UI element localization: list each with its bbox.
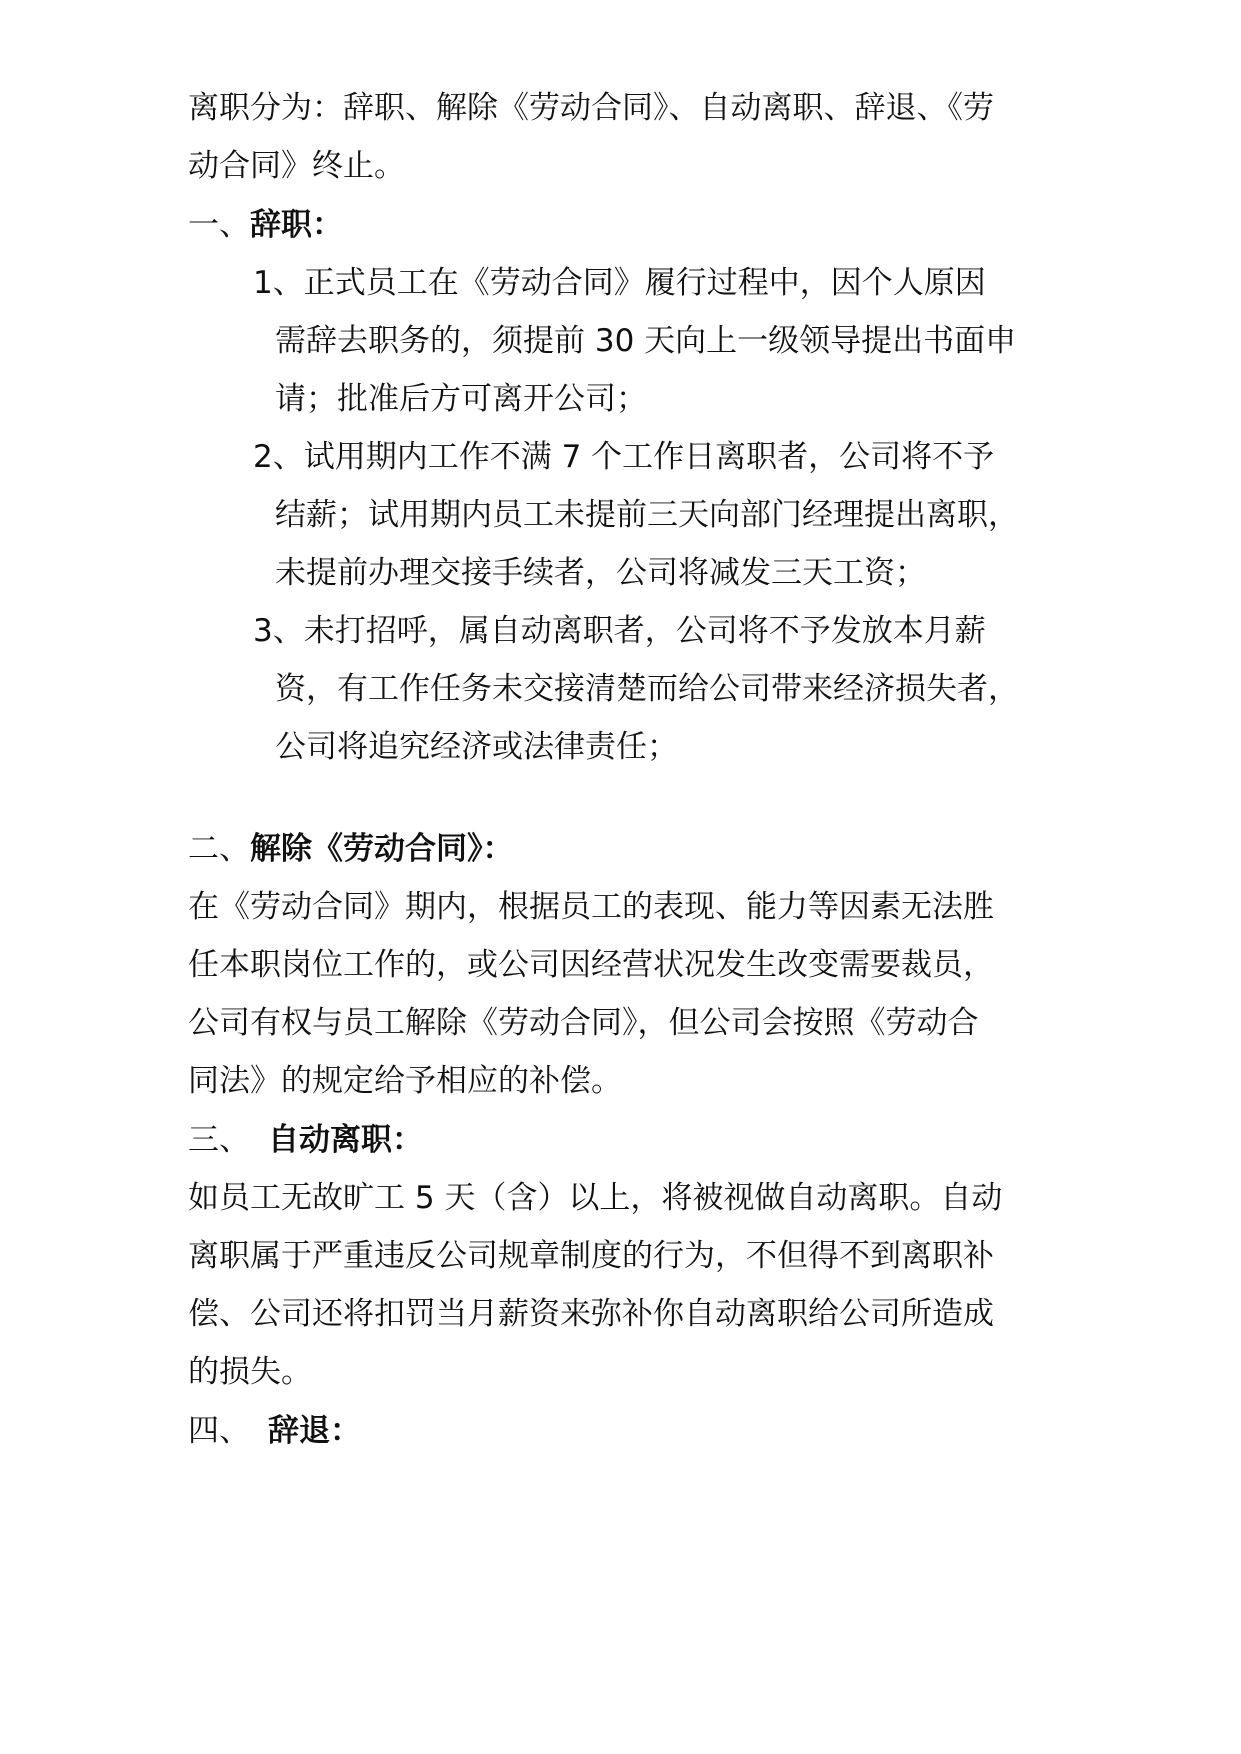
section-heading-terminate-contract xyxy=(188,829,514,869)
section3-line-3: 偿、公司还将扣罚当月薪资来弥补你自动离职给公司所造成 xyxy=(188,1296,994,1332)
item-2-line-3: 未提前办理交接手续者，公司将减发三天工资； xyxy=(275,555,926,591)
section3-line-4: 的损失。 xyxy=(188,1354,312,1390)
section-number: 三、 xyxy=(188,1122,250,1158)
section-number: 二、 xyxy=(188,831,250,867)
section-number: 一、 xyxy=(188,207,250,243)
intro-line-2: 动合同》终止。 xyxy=(188,148,405,184)
section2-line-3: 公司有权与员工解除《劳动合同》，但公司会按照《劳动合 xyxy=(188,1005,979,1041)
intro-line-1: 离职分为：辞职、解除《劳动合同》、自动离职、辞退、《劳 xyxy=(188,90,994,126)
section-title: 解除《劳动合同》： xyxy=(250,831,514,867)
item-1-line-3: 请；批准后方可离开公司； xyxy=(275,381,647,417)
section-heading-dismissal xyxy=(188,1411,361,1451)
section2-line-4: 同法》的规定给予相应的补偿。 xyxy=(188,1063,622,1099)
section2-line-2: 任本职岗位工作的，或公司因经营状况发生改变需要裁员， xyxy=(188,947,994,983)
section-heading-resignation xyxy=(188,205,343,245)
item-3-line-3: 公司将追究经济或法律责任； xyxy=(275,729,678,765)
section-number: 四、 xyxy=(188,1413,250,1449)
item-1-line-1: 1、正式员工在《劳动合同》履行过程中，因个人原因 xyxy=(253,265,986,301)
item-1-line-2: 需辞去职务的，须提前 30 天向上一级领导提出书面申 xyxy=(275,323,1017,359)
section-heading-voluntary-leave xyxy=(188,1120,423,1160)
section-title: 辞职： xyxy=(250,207,343,243)
section-title: 自动离职： xyxy=(268,1122,423,1158)
item-2-line-2: 结薪；试用期内员工未提前三天向部门经理提出离职， xyxy=(275,497,1019,533)
item-3-line-2: 资，有工作任务未交接清楚而给公司带来经济损失者， xyxy=(275,671,1019,707)
item-3-line-1: 3、未打招呼，属自动离职者，公司将不予发放本月薪 xyxy=(253,613,986,649)
item-2-line-1: 2、试用期内工作不满 7 个工作日离职者，公司将不予 xyxy=(253,439,995,475)
section3-line-2: 离职属于严重违反公司规章制度的行为，不但得不到离职补 xyxy=(188,1238,994,1274)
section2-line-1: 在《劳动合同》期内，根据员工的表现、能力等因素无法胜 xyxy=(188,889,994,925)
section3-line-1: 如员工无故旷工 5 天（含）以上，将被视做自动离职。自动 xyxy=(188,1180,1003,1216)
section-title: 辞退： xyxy=(268,1413,361,1449)
